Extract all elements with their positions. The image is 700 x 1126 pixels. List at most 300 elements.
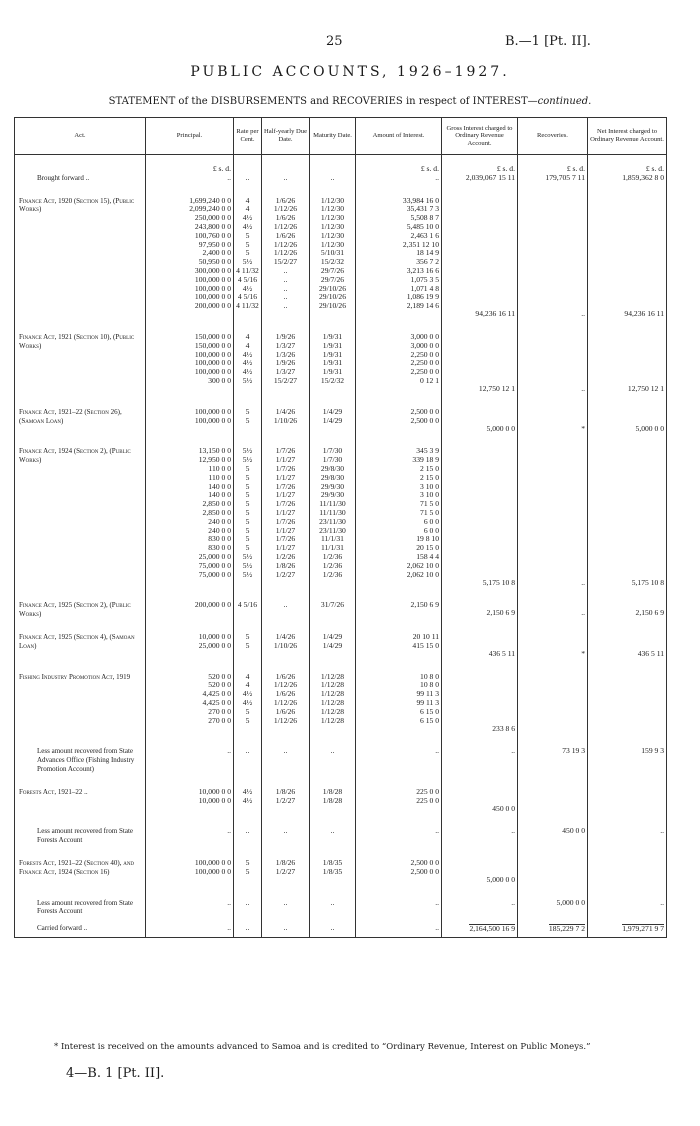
maturity-value: 1/2/36 — [322, 569, 343, 579]
table-row-group — [15, 183, 667, 319]
bf-rate: .. — [234, 174, 262, 183]
maturity-value: 1/12/30 — [320, 213, 345, 223]
rate-value: 4 5/16 — [237, 600, 258, 610]
interest-value: 20 10 11 — [412, 631, 439, 641]
rate-value: 4½ — [242, 367, 253, 377]
footnote: * Interest is received on the amounts advanced to Samoa and is credited to “Ordinary Revenue, Interest on Public Moneys.” — [54, 1042, 591, 1052]
net-value: .. — [660, 897, 664, 907]
maturity-value: 11/1/31 — [321, 543, 344, 553]
rate-value: 4 — [245, 195, 250, 205]
col-rate — [234, 733, 262, 773]
maturity-value: 11/11/30 — [319, 499, 346, 509]
due-value: 1/7/26 — [275, 516, 296, 526]
rate-value: 5 — [245, 472, 250, 482]
maturity-lines — [312, 633, 353, 651]
rate-value: 5 — [245, 481, 250, 491]
rate-value: 5 — [245, 463, 250, 473]
rate-value: 5½ — [242, 569, 253, 579]
due-value: 1/6/26 — [275, 689, 296, 699]
col-rate — [234, 885, 262, 917]
col-principal — [146, 619, 234, 659]
rate-lines — [236, 601, 259, 610]
maturity-value: .. — [330, 826, 335, 836]
col-rate — [234, 774, 262, 814]
maturity-value: 1/9/31 — [322, 340, 343, 350]
col-due — [262, 813, 310, 845]
interest-value: 19 8 10 — [416, 534, 439, 544]
interest-value: 6 0 0 — [423, 525, 439, 535]
rate-value: 5 — [245, 248, 250, 258]
rate-value: 5 — [245, 534, 250, 544]
interest-value: 2 15 0 — [420, 472, 439, 482]
col-maturity — [310, 845, 356, 885]
rate-value: 4 — [245, 331, 250, 341]
due-value: 1/8/26 — [275, 786, 296, 796]
brought-forward-row — [15, 174, 667, 183]
interest-value: 225 0 0 — [416, 786, 439, 796]
units-net: £ s. d. — [588, 155, 667, 174]
rate-lines — [236, 827, 259, 836]
due-value: 1/10/26 — [273, 640, 298, 650]
interest-value: 2,150 6 9 — [410, 600, 439, 610]
due-value: 1/2/26 — [275, 551, 296, 561]
gross-value: .. — [511, 826, 515, 836]
interest-value: 10 8 0 — [420, 671, 439, 681]
due-value: 1/10/26 — [273, 415, 298, 425]
interest-value: 339 18 9 — [412, 455, 439, 465]
col-header-interest: Amount of Interest. — [356, 118, 442, 155]
maturity-value: 29/10/26 — [318, 292, 346, 302]
footer-reference: 4—B. 1 [Pt. II]. — [66, 1066, 165, 1081]
interest-value: 345 3 9 — [416, 446, 439, 456]
col-gross — [442, 845, 518, 885]
maturity-value: 1/7/30 — [322, 455, 343, 465]
col-interest — [356, 319, 442, 394]
principal-value: 240 0 0 — [208, 516, 231, 526]
rate-value: 5 — [245, 415, 250, 425]
statement-title-lead: STATEMENT of the DISBURSEMENTS and RECOVERIES in respect of INTEREST— — [108, 96, 538, 107]
principal-value: 100,000 0 0 — [194, 367, 231, 377]
principal-value: 100,000 0 0 — [194, 349, 231, 359]
net-value: 159 9 3 — [641, 746, 664, 756]
interest-value: 2,250 0 0 — [410, 367, 439, 377]
maturity-value: 23/11/30 — [319, 525, 346, 535]
act-name: Forests Act, 1921–22 .. — [15, 774, 146, 814]
table-row-group — [15, 774, 667, 814]
table-row-group — [15, 885, 667, 917]
cf-maturity: .. — [310, 916, 356, 937]
principal-value: 4,425 0 0 — [202, 689, 231, 699]
due-value: 1/6/26 — [275, 706, 296, 716]
due-value: .. — [283, 292, 288, 302]
principal-value: 250,000 0 0 — [194, 213, 231, 223]
col-net — [588, 619, 667, 659]
principal-value: 25,000 0 0 — [198, 640, 231, 650]
maturity-lines — [312, 859, 353, 877]
col-net — [588, 183, 667, 319]
col-rate — [234, 619, 262, 659]
maturity-value: 1/12/28 — [320, 706, 345, 716]
due-lines — [264, 333, 307, 386]
maturity-lines — [312, 408, 353, 426]
statement-title-continued: continued. — [537, 96, 592, 107]
interest-table — [14, 117, 667, 938]
col-recoveries — [518, 659, 588, 734]
rate-value: 5½ — [242, 455, 253, 465]
maturity-value: 1/12/30 — [320, 221, 345, 231]
act-name: Less amount recovered from State Forests Account — [15, 813, 146, 845]
bf-recoveries: 179,705 7 11 — [518, 174, 588, 183]
principal-lines — [148, 601, 231, 610]
col-due — [262, 845, 310, 885]
due-value: 1/3/26 — [275, 349, 296, 359]
due-value: 1/12/26 — [273, 697, 298, 707]
gross-value: 5,175 10 8 — [482, 577, 515, 587]
rate-value: 5½ — [242, 551, 253, 561]
principal-value: 520 0 0 — [208, 671, 231, 681]
col-recoveries — [518, 845, 588, 885]
col-maturity — [310, 183, 356, 319]
recoveries-value: .. — [581, 577, 585, 587]
rate-value: 4 — [245, 340, 250, 350]
principal-value: 75,000 0 0 — [198, 560, 231, 570]
interest-value: .. — [435, 826, 439, 836]
document-reference: B.—1 [Pt. II]. — [505, 34, 591, 49]
due-value: 1/1/27 — [275, 543, 296, 553]
table-row-group — [15, 845, 667, 885]
rate-lines — [236, 633, 259, 651]
rate-lines — [236, 673, 259, 726]
due-value: 1/2/27 — [275, 569, 296, 579]
maturity-value: 5/10/31 — [320, 248, 345, 258]
due-lines — [264, 747, 307, 756]
table-header-row — [15, 118, 667, 155]
maturity-value: 1/8/28 — [322, 795, 343, 805]
interest-value: 1,071 4 8 — [410, 283, 439, 293]
due-value: 1/1/27 — [275, 507, 296, 517]
col-header-due-date: Half-yearly Due Date. — [262, 118, 310, 155]
col-gross — [442, 885, 518, 917]
principal-value: 100,000 0 0 — [194, 274, 231, 284]
rate-value: 4 5/16 — [237, 292, 258, 302]
brought-forward-label: Brought forward .. — [15, 174, 146, 183]
maturity-value: 23/11/30 — [319, 516, 346, 526]
principal-value: 2,850 0 0 — [202, 499, 231, 509]
units-interest: £ s. d. — [356, 155, 442, 174]
interest-value: 2,250 0 0 — [410, 349, 439, 359]
col-principal — [146, 394, 234, 434]
maturity-value: 1/9/31 — [322, 367, 343, 377]
recoveries-value: .. — [581, 309, 585, 319]
col-maturity — [310, 319, 356, 394]
principal-value: 4,425 0 0 — [202, 697, 231, 707]
interest-lines — [358, 633, 439, 651]
due-value: .. — [283, 301, 288, 311]
maturity-value: 15/2/32 — [320, 257, 345, 267]
rate-value: 5 — [245, 230, 250, 240]
col-recoveries — [518, 319, 588, 394]
col-net — [588, 774, 667, 814]
maturity-value: 1/12/28 — [320, 671, 345, 681]
maturity-value: 1/12/30 — [320, 230, 345, 240]
maturity-value: 1/8/35 — [322, 866, 343, 876]
maturity-value: 1/4/29 — [322, 640, 343, 650]
col-interest — [356, 183, 442, 319]
due-value: 1/4/26 — [275, 631, 296, 641]
maturity-value: 1/12/28 — [320, 715, 345, 725]
maturity-value: 1/12/30 — [320, 204, 345, 214]
maturity-value: 1/9/31 — [322, 358, 343, 368]
principal-value: 100,000 0 0 — [194, 866, 231, 876]
gross-value: 436 5 11 — [488, 648, 515, 658]
interest-value: 2,500 0 0 — [410, 406, 439, 416]
col-rate — [234, 394, 262, 434]
col-header-gross: Gross Interest charged to Ordinary Revenue Account. — [442, 118, 518, 155]
principal-value: 2,850 0 0 — [202, 507, 231, 517]
due-lines — [264, 447, 307, 579]
rate-value: 4½ — [242, 795, 253, 805]
col-principal — [146, 845, 234, 885]
col-rate — [234, 319, 262, 394]
principal-value: 110 0 0 — [208, 472, 231, 482]
interest-value: .. — [435, 897, 439, 907]
maturity-lines — [312, 673, 353, 726]
principal-value: 150,000 0 0 — [194, 331, 231, 341]
interest-value: 3,000 0 0 — [410, 340, 439, 350]
rate-value: 4½ — [242, 283, 253, 293]
cf-principal: .. — [146, 916, 234, 937]
principal-value: 50,950 0 0 — [198, 257, 231, 267]
principal-value: 2,400 0 0 — [202, 248, 231, 258]
rate-value: 5½ — [242, 375, 253, 385]
principal-value: 75,000 0 0 — [198, 569, 231, 579]
interest-value: 99 11 3 — [416, 689, 439, 699]
due-value: 15/2/27 — [273, 257, 298, 267]
interest-value: 5,508 8 7 — [410, 213, 439, 223]
net-value: 5,000 0 0 — [635, 423, 664, 433]
cf-due: .. — [262, 916, 310, 937]
maturity-value: 29/9/30 — [320, 481, 345, 491]
col-rate — [234, 845, 262, 885]
principal-value: 100,000 0 0 — [194, 415, 231, 425]
interest-value: 10 8 0 — [420, 680, 439, 690]
maturity-value: 11/1/31 — [321, 534, 344, 544]
due-value: 1/7/26 — [275, 481, 296, 491]
due-value: 1/2/27 — [275, 866, 296, 876]
rate-value: 5 — [245, 406, 250, 416]
col-net — [588, 587, 667, 619]
rate-value: 4 — [245, 204, 250, 214]
units-principal: £ s. d. — [146, 155, 234, 174]
rate-value: 4½ — [242, 349, 253, 359]
col-interest — [356, 845, 442, 885]
col-interest — [356, 587, 442, 619]
gross-value: 94,236 16 11 — [475, 309, 515, 319]
rate-value: 4 11/32 — [236, 265, 259, 275]
interest-value: 3,000 0 0 — [410, 331, 439, 341]
due-value: 1/1/27 — [275, 472, 296, 482]
cf-net-value: 1,979,271 9 7 — [622, 924, 664, 934]
interest-value: 2,500 0 0 — [410, 866, 439, 876]
act-name: Finance Act, 1925 (Section 2), (Public Works) — [15, 587, 146, 619]
maturity-value: .. — [330, 897, 335, 907]
interest-lines — [358, 788, 439, 806]
gross-value: 450 0 0 — [492, 803, 515, 813]
col-gross — [442, 319, 518, 394]
rate-value: 4½ — [242, 786, 253, 796]
due-lines — [264, 859, 307, 877]
rate-value: 4 — [245, 671, 250, 681]
maturity-value: 1/12/28 — [320, 689, 345, 699]
due-lines — [264, 601, 307, 610]
cf-net — [588, 916, 667, 937]
gross-value: .. — [511, 897, 515, 907]
col-due — [262, 659, 310, 734]
col-interest — [356, 774, 442, 814]
table-row-group — [15, 433, 667, 587]
col-gross — [442, 774, 518, 814]
maturity-value: .. — [330, 746, 335, 756]
due-value: 1/12/26 — [273, 204, 298, 214]
recoveries-value: 450 0 0 — [562, 826, 585, 836]
due-lines — [264, 197, 307, 311]
maturity-lines — [312, 601, 353, 610]
interest-value: 2,062 10 0 — [406, 560, 439, 570]
interest-value: 6 0 0 — [423, 516, 439, 526]
table-row-group — [15, 813, 667, 845]
interest-value: 0 12 1 — [420, 375, 439, 385]
interest-value: 71 5 0 — [420, 507, 439, 517]
principal-value: 100,000 0 0 — [194, 857, 231, 867]
cf-recoveries — [518, 916, 588, 937]
col-interest — [356, 659, 442, 734]
col-due — [262, 394, 310, 434]
interest-value: 2,500 0 0 — [410, 415, 439, 425]
col-principal — [146, 813, 234, 845]
recoveries-value: 5,000 0 0 — [556, 897, 585, 907]
interest-lines — [358, 447, 439, 579]
due-value: .. — [283, 746, 288, 756]
maturity-lines — [312, 333, 353, 386]
principal-value: 2,099,240 0 0 — [189, 204, 231, 214]
col-maturity — [310, 659, 356, 734]
col-maturity — [310, 733, 356, 773]
col-net — [588, 433, 667, 587]
bf-maturity: .. — [310, 174, 356, 183]
due-value: 1/12/26 — [273, 248, 298, 258]
principal-value: 830 0 0 — [208, 543, 231, 553]
interest-value: 20 15 0 — [416, 543, 439, 553]
due-value: 1/7/26 — [275, 534, 296, 544]
maturity-value: 29/10/26 — [318, 283, 346, 293]
bf-due: .. — [262, 174, 310, 183]
col-gross — [442, 587, 518, 619]
act-name: Finance Act, 1925 (Section 4), (Samoan Loan) — [15, 619, 146, 659]
principal-lines — [148, 197, 231, 311]
maturity-lines — [312, 197, 353, 311]
interest-lines — [358, 333, 439, 386]
maturity-value: 1/4/29 — [322, 406, 343, 416]
col-due — [262, 587, 310, 619]
due-value: .. — [283, 265, 288, 275]
rate-value: 5 — [245, 507, 250, 517]
table-row-group — [15, 733, 667, 773]
col-recoveries — [518, 394, 588, 434]
maturity-value: 1/4/29 — [322, 631, 343, 641]
due-value: 1/8/26 — [275, 857, 296, 867]
cf-gross-value: 2,164,500 16 9 — [469, 924, 515, 934]
principal-value: .. — [227, 897, 231, 907]
maturity-value: 1/7/30 — [322, 446, 343, 456]
rate-value: 5 — [245, 706, 250, 716]
principal-value: 13,150 0 0 — [198, 446, 231, 456]
maturity-value: 1/2/36 — [322, 551, 343, 561]
page-number: 25 — [326, 34, 343, 49]
interest-value: .. — [435, 746, 439, 756]
col-interest — [356, 813, 442, 845]
rate-value: .. — [245, 826, 250, 836]
act-name: Finance Act, 1921 (Section 10), (Public Works) — [15, 319, 146, 394]
interest-value: 2,250 0 0 — [410, 358, 439, 368]
interest-lines — [358, 197, 439, 311]
rate-lines — [236, 788, 259, 806]
recoveries-value: .. — [581, 608, 585, 618]
col-maturity — [310, 433, 356, 587]
col-recoveries — [518, 885, 588, 917]
maturity-value: 1/12/28 — [320, 680, 345, 690]
due-value: 1/6/26 — [275, 671, 296, 681]
col-recoveries — [518, 774, 588, 814]
principal-lines — [148, 859, 231, 877]
col-gross — [442, 394, 518, 434]
col-gross — [442, 619, 518, 659]
interest-value: 2 15 0 — [420, 463, 439, 473]
units-recoveries: £ s. d. — [518, 155, 588, 174]
net-value: 12,750 12 1 — [627, 383, 664, 393]
col-recoveries — [518, 733, 588, 773]
interest-value: 18 14 9 — [416, 248, 439, 258]
col-due — [262, 885, 310, 917]
due-value: 1/6/26 — [275, 230, 296, 240]
rate-value: .. — [245, 897, 250, 907]
maturity-value: 1/8/35 — [322, 857, 343, 867]
net-value: .. — [660, 826, 664, 836]
interest-value: 158 4 4 — [416, 551, 439, 561]
cf-recoveries-value: 185,229 7 2 — [548, 924, 585, 934]
principal-value: 110 0 0 — [208, 463, 231, 473]
maturity-lines — [312, 899, 353, 908]
table-row-group — [15, 319, 667, 394]
gross-value: 5,000 0 0 — [486, 423, 515, 433]
principal-value: 97,950 0 0 — [198, 239, 231, 249]
act-name: Finance Act, 1920 (Section 15), (Public Works) — [15, 183, 146, 319]
principal-lines — [148, 408, 231, 426]
interest-value: 3 10 0 — [420, 481, 439, 491]
principal-value: 12,950 0 0 — [198, 455, 231, 465]
bf-gross: 2,039,067 15 11 — [442, 174, 518, 183]
rate-value: 5 — [245, 866, 250, 876]
col-recoveries — [518, 619, 588, 659]
maturity-value: 1/9/31 — [322, 349, 343, 359]
principal-lines — [148, 673, 231, 726]
due-value: 1/8/26 — [275, 560, 296, 570]
rate-value: 5 — [245, 631, 250, 641]
col-gross — [442, 659, 518, 734]
due-value: 1/3/27 — [275, 367, 296, 377]
cf-gross — [442, 916, 518, 937]
due-lines — [264, 827, 307, 836]
interest-lines — [358, 859, 439, 877]
